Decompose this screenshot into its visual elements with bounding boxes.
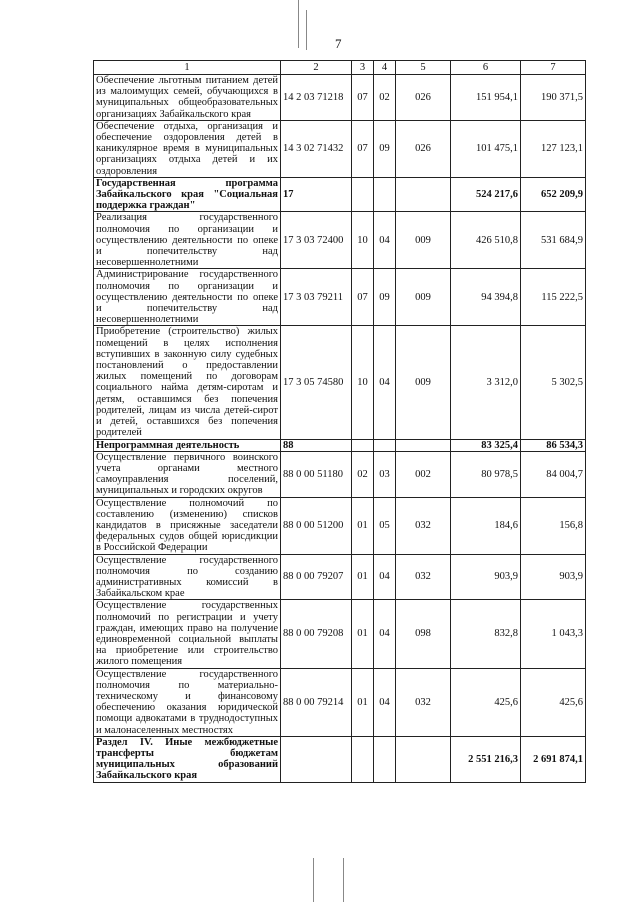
binding-mark-top-left <box>298 0 299 48</box>
row-expense-type-cell <box>396 439 451 451</box>
row-amount-1-cell: 3 312,0 <box>451 326 521 439</box>
row-subsection-cell: 02 <box>374 75 396 121</box>
row-section-cell: 01 <box>352 554 374 600</box>
header-col-4: 4 <box>374 61 396 75</box>
row-code-cell: 17 <box>281 177 352 212</box>
row-amount-1-cell: 83 325,4 <box>451 439 521 451</box>
row-amount-1-cell: 151 954,1 <box>451 75 521 121</box>
row-amount-2-cell: 2 691 874,1 <box>521 736 586 782</box>
row-subsection-cell: 04 <box>374 600 396 668</box>
row-name-cell: Осуществление первичного воинского учета органами местного самоуправления поселений, муниципальных и городских округов <box>94 451 281 497</box>
row-subsection-cell: 09 <box>374 120 396 177</box>
table-row <box>94 439 586 451</box>
row-expense-type-cell: 009 <box>396 212 451 269</box>
row-section-cell <box>352 177 374 212</box>
table-row <box>94 497 586 554</box>
row-section-cell: 01 <box>352 668 374 736</box>
row-amount-2-cell: 903,9 <box>521 554 586 600</box>
row-subsection-cell: 09 <box>374 269 396 326</box>
row-section-cell: 07 <box>352 269 374 326</box>
row-amount-2-cell: 156,8 <box>521 497 586 554</box>
header-col-3: 3 <box>352 61 374 75</box>
binding-mark-top-right <box>306 10 307 50</box>
row-code-cell: 88 0 00 51200 <box>281 497 352 554</box>
row-name-cell: Государственная программа Забайкальского края "Социальная поддержка граждан" <box>94 177 281 212</box>
table-row <box>94 177 586 212</box>
row-code-cell <box>281 736 352 782</box>
row-expense-type-cell: 032 <box>396 554 451 600</box>
row-section-cell: 01 <box>352 497 374 554</box>
row-amount-1-cell: 101 475,1 <box>451 120 521 177</box>
row-section-cell <box>352 736 374 782</box>
row-code-cell: 17 3 03 72400 <box>281 212 352 269</box>
row-name-cell: Осуществление государственных полномочий по регистрации и учету граждан, имеющих право на получение единовременной социальной выплаты на приобретение или строительство жилого помещения <box>94 600 281 668</box>
row-code-cell: 88 0 00 51180 <box>281 451 352 497</box>
row-name-cell: Осуществление государственного полномочия по созданию административных комиссий в Забайкальском крае <box>94 554 281 600</box>
table-row <box>94 75 586 121</box>
row-amount-1-cell: 524 217,6 <box>451 177 521 212</box>
header-col-1: 1 <box>94 61 281 75</box>
row-subsection-cell: 04 <box>374 554 396 600</box>
row-subsection-cell: 03 <box>374 451 396 497</box>
binding-mark-bottom-left <box>313 858 314 902</box>
row-amount-1-cell: 903,9 <box>451 554 521 600</box>
row-subsection-cell <box>374 736 396 782</box>
row-section-cell <box>352 439 374 451</box>
table-body <box>94 75 586 783</box>
row-name-cell: Обеспечение льготным питанием детей из малоимущих семей, обучающихся в муниципальных общеобразовательных организациях Забайкальского края <box>94 75 281 121</box>
row-subsection-cell: 05 <box>374 497 396 554</box>
row-code-cell: 88 <box>281 439 352 451</box>
row-subsection-cell: 04 <box>374 212 396 269</box>
header-col-2: 2 <box>281 61 352 75</box>
row-amount-2-cell: 190 371,5 <box>521 75 586 121</box>
row-name-cell: Раздел IV. Иные межбюджетные трансферты бюджетам муниципальных образований Забайкальского края <box>94 736 281 782</box>
table-row <box>94 269 586 326</box>
row-expense-type-cell: 098 <box>396 600 451 668</box>
binding-mark-bottom-right <box>343 858 344 902</box>
row-amount-2-cell: 652 209,9 <box>521 177 586 212</box>
row-expense-type-cell: 002 <box>396 451 451 497</box>
row-amount-2-cell: 86 534,3 <box>521 439 586 451</box>
row-amount-1-cell: 184,6 <box>451 497 521 554</box>
header-col-5: 5 <box>396 61 451 75</box>
row-amount-2-cell: 115 222,5 <box>521 269 586 326</box>
row-expense-type-cell <box>396 736 451 782</box>
row-section-cell: 10 <box>352 326 374 439</box>
row-code-cell: 88 0 00 79214 <box>281 668 352 736</box>
row-expense-type-cell: 026 <box>396 120 451 177</box>
row-amount-1-cell: 2 551 216,3 <box>451 736 521 782</box>
table-row <box>94 554 586 600</box>
row-subsection-cell <box>374 177 396 212</box>
row-amount-2-cell: 127 123,1 <box>521 120 586 177</box>
table-row <box>94 326 586 439</box>
table-header-row <box>94 61 586 75</box>
row-name-cell: Администрирование государственного полномочия по организации и осуществлению деятельности по опеке и попечительству над несовершеннолетними <box>94 269 281 326</box>
row-amount-1-cell: 425,6 <box>451 668 521 736</box>
row-name-cell: Осуществление полномочий по составлению (изменению) списков кандидатов в присяжные заседатели федеральных судов общей юрисдикции в Российской Федерации <box>94 497 281 554</box>
row-name-cell: Осуществление государственного полномочия по материально-техническому и финансовому обеспечению оказания юридической помощи адвокатами в труднодоступных и малонаселенных местностях <box>94 668 281 736</box>
row-expense-type-cell: 032 <box>396 668 451 736</box>
row-code-cell: 14 3 02 71432 <box>281 120 352 177</box>
row-amount-1-cell: 426 510,8 <box>451 212 521 269</box>
row-code-cell: 14 2 03 71218 <box>281 75 352 121</box>
table-row <box>94 668 586 736</box>
row-section-cell: 07 <box>352 120 374 177</box>
row-amount-2-cell: 84 004,7 <box>521 451 586 497</box>
row-amount-1-cell: 832,8 <box>451 600 521 668</box>
row-subsection-cell: 04 <box>374 668 396 736</box>
row-amount-2-cell: 5 302,5 <box>521 326 586 439</box>
row-expense-type-cell: 009 <box>396 269 451 326</box>
row-section-cell: 07 <box>352 75 374 121</box>
row-subsection-cell: 04 <box>374 326 396 439</box>
table-row <box>94 451 586 497</box>
row-amount-2-cell: 1 043,3 <box>521 600 586 668</box>
header-col-7: 7 <box>521 61 586 75</box>
row-amount-2-cell: 531 684,9 <box>521 212 586 269</box>
row-code-cell: 88 0 00 79208 <box>281 600 352 668</box>
table-row <box>94 120 586 177</box>
row-code-cell: 17 3 05 74580 <box>281 326 352 439</box>
row-expense-type-cell: 009 <box>396 326 451 439</box>
row-amount-1-cell: 94 394,8 <box>451 269 521 326</box>
row-expense-type-cell <box>396 177 451 212</box>
table-row <box>94 212 586 269</box>
row-name-cell: Непрограммная деятельность <box>94 439 281 451</box>
row-name-cell: Реализация государственного полномочия по организации и осуществлению деятельности по опеке и попечительству над несовершеннолетними <box>94 212 281 269</box>
budget-table <box>93 60 586 783</box>
row-expense-type-cell: 026 <box>396 75 451 121</box>
table-row <box>94 600 586 668</box>
row-name-cell: Приобретение (строительство) жилых помещений в целях исполнения вступивших в законную силу судебных постановлений о предоставлении жилых помещений по договорам социального найма детям-сиротам и детям, оставшимся без попечения родителей, лицам из числа детей-сирот и детей, оставшихся без попечения родителей <box>94 326 281 439</box>
row-amount-2-cell: 425,6 <box>521 668 586 736</box>
row-expense-type-cell: 032 <box>396 497 451 554</box>
row-section-cell: 02 <box>352 451 374 497</box>
row-section-cell: 10 <box>352 212 374 269</box>
row-code-cell: 17 3 03 79211 <box>281 269 352 326</box>
table-row <box>94 736 586 782</box>
row-section-cell: 01 <box>352 600 374 668</box>
row-code-cell: 88 0 00 79207 <box>281 554 352 600</box>
row-subsection-cell <box>374 439 396 451</box>
row-amount-1-cell: 80 978,5 <box>451 451 521 497</box>
page-number: 7 <box>335 36 342 51</box>
header-col-6: 6 <box>451 61 521 75</box>
row-name-cell: Обеспечение отдыха, организация и обеспечение оздоровления детей в каникулярное время в муниципальных организациях отдыха детей и их оздоровления <box>94 120 281 177</box>
